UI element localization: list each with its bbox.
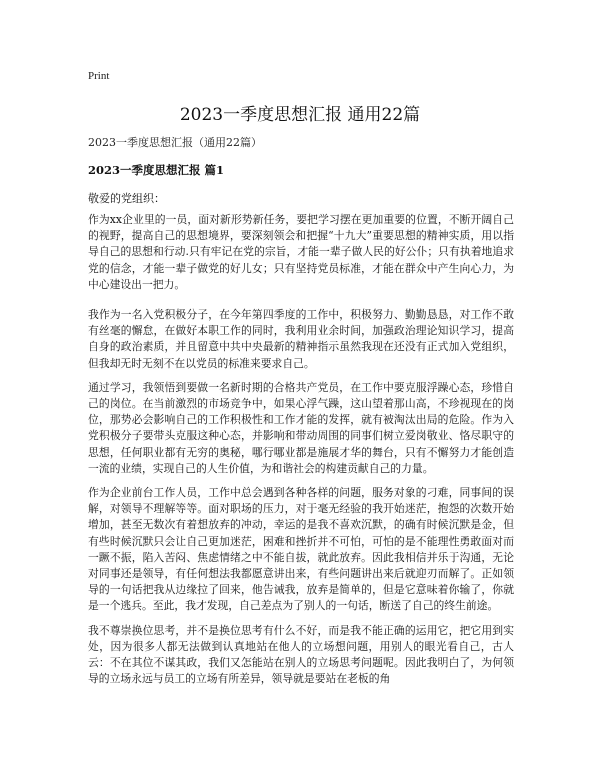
section-heading: 2023一季度思想汇报 篇1 (88, 163, 225, 177)
paragraph: 作为xx企业里的一员，面对新形势新任务，要把学习摆在更加重要的位置，不断开阔自己的视野，提高自己的思想境界，要深刻领会和把握“十九大”重要思想的精神实质，用以指导自己的思想和行动.只有牢记在党的宗旨，才能一辈子做人民的好公仆；只有执着地追求党的信念，才能一辈子做党的好儿女；只有坚持党员标准，才能在群众中产生向心力，为中心建设出一把力。 (88, 213, 514, 291)
page-title: 2023一季度思想汇报 通用22篇 (179, 105, 421, 125)
paragraph: 我不尊崇换位思考，并不是换位思考有什么不好，而是我不能正确的运用它，把它用到实处，因为很多人都无法做到认真地站在他人的立场想问题，用别人的眼光看自己，古人云：不在其位不谋其政，我们又怎能站在别人的立场思考问题呢。因此我明白了，为何领导的立场永远与员工的立场有所差异，领导就是要站在老板的角 (88, 623, 514, 686)
paragraph: 我作为一名入党积极分子，在今年第四季度的工作中，积极努力、勤勤恳恳，对工作不敢有丝毫的懈怠，在做好本职工作的同时，我利用业余时间，加强政治理论知识学习，提高自身的政治素质，并且留意中共中央最新的精神指示虽然我现在还没有正式加入党组织，但我却无时无刻不在以党员的标准来要求自己。 (88, 308, 514, 370)
paragraph: 通过学习，我领悟到要做一名新时期的合格共产党员，在工作中要克服浮躁心态，珍惜自己的岗位。在当前激烈的市场竞争中，如果心浮气躁，这山望着那山高，不珍视现在的岗位，那势必会影响自己的工作积极性和工作才能的发挥，就有被淘汰出局的危险。作为入党积极分子要带头克服这种心态，并影响和带动周围的同事们树立爱岗敬业、恪尽职守的思想，任何职业都有无穷的奥秘，哪行哪业都是施展才华的舞台，只有不懈努力才能创造一流的业绩，实现自己的人生价值，为和谐社会的构建贡献自己的力量。 (88, 380, 514, 475)
print-link[interactable]: Print (88, 70, 110, 82)
document-subtitle: 2023一季度思想汇报（通用22篇） (88, 136, 262, 149)
paragraph: 作为企业前台工作人员，工作中总会遇到各种各样的问题，服务对象的刁难，同事间的误解，对领导不理解等等。面对职场的压力，对于毫无经验的我开始迷茫，抱怨的次数开始增加，甚至无数次有着想放弃的冲动，幸运的是我不喜欢沉默，的确有时候沉默是金，但有些时候沉默只会让自己更加迷茫，困难和挫折并不可怕，可怕的是不能理性勇敢面对而一蹶不振，陷入苦闷、焦虑情绪之中不能自拔，就此放弃。因此我相信并乐于沟通，无论对同事还是领导，有任何想法我都愿意讲出来，有些问题讲出来后就迎刃而解了。正如领导的一句话把我从边缘拉了回来，他告诫我，放弃是简单的，但是它意味着你输了，你就是一个逃兵。至此，我才发现，自己差点为了别人的一句话，断送了自己的终生前途。 (88, 486, 514, 613)
document-body (88, 212, 514, 695)
salutation: 敬爱的党组织： (88, 192, 165, 205)
